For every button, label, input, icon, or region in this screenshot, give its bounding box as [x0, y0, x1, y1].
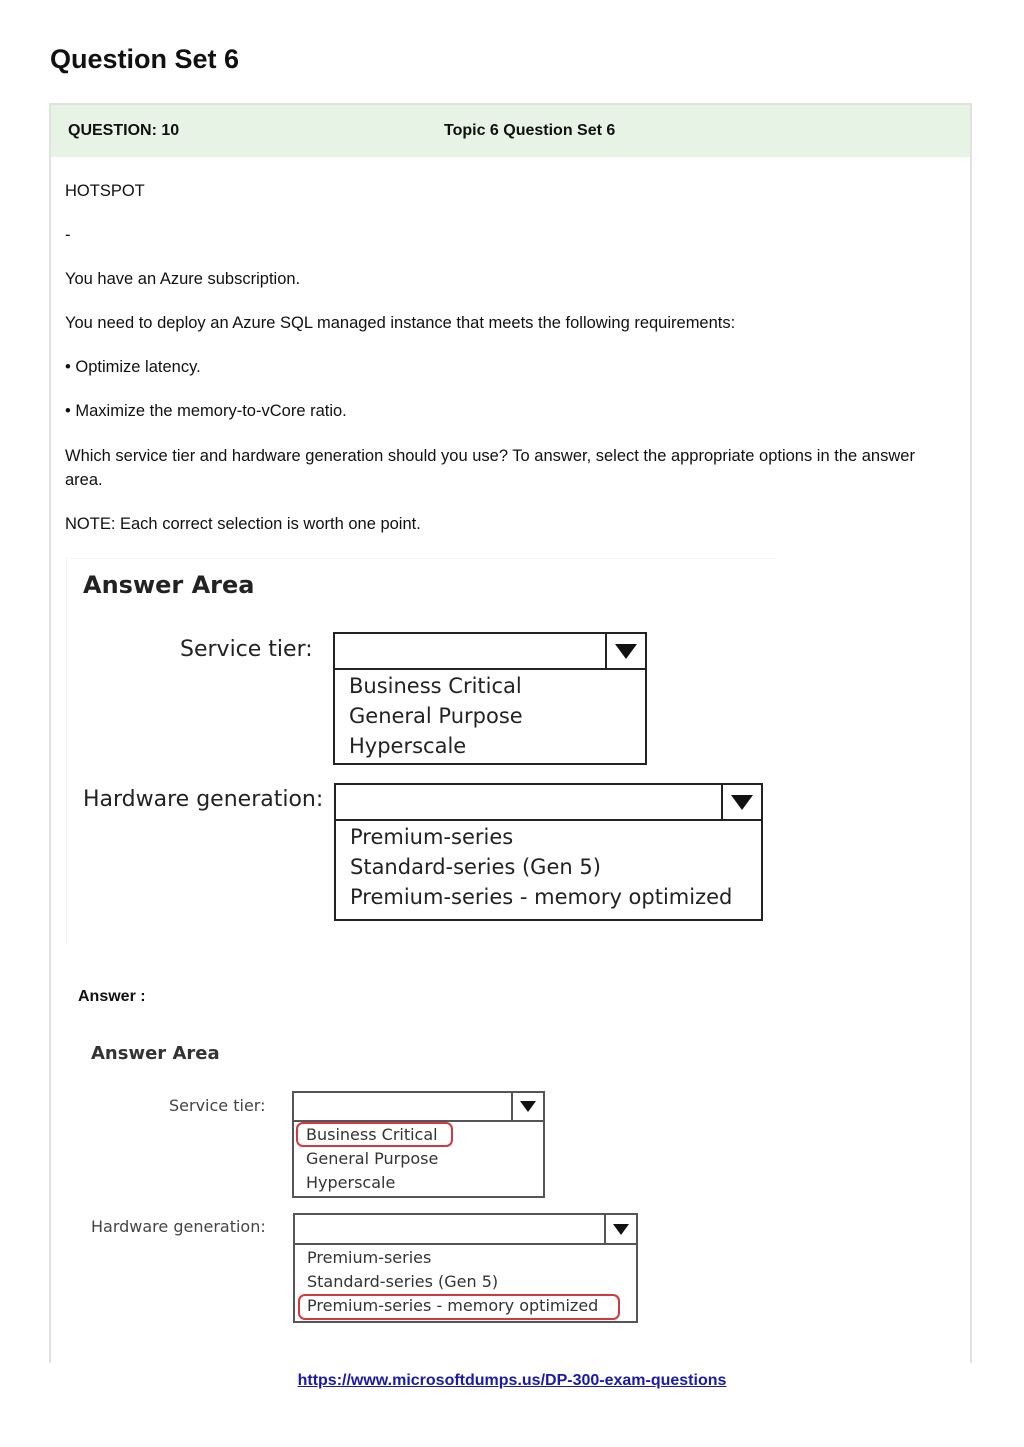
- question-text-line: You need to deploy an Azure SQL managed instance that meets the following requirements:: [65, 314, 736, 332]
- hardware-generation-label: Hardware generation:: [83, 787, 324, 812]
- question-text-line: Which service tier and hardware generation should you use? To answer, select the appropriate options in the answer area.: [65, 447, 915, 489]
- requirement-item: • Optimize latency.: [65, 358, 201, 376]
- service-tier-dropdown[interactable]: [333, 632, 647, 765]
- option-business-critical[interactable]: Business Critical: [349, 674, 522, 698]
- service-tier-label: Service tier:: [180, 637, 313, 662]
- note-text: NOTE: Each correct selection is worth one point.: [65, 515, 421, 533]
- answer-label: Answer :: [78, 988, 146, 1005]
- hardware-generation-dropdown[interactable]: [334, 783, 763, 921]
- topic-label: Topic 6 Question Set 6: [444, 122, 616, 139]
- dropdown-header[interactable]: [336, 785, 761, 821]
- chevron-down-icon[interactable]: [604, 1215, 636, 1243]
- selected-answer-highlight: [298, 1294, 620, 1320]
- page-title: Question Set 6: [50, 44, 240, 74]
- question-header: [51, 105, 970, 157]
- option-hyperscale[interactable]: Hyperscale: [306, 1173, 396, 1192]
- question-number: QUESTION: 10: [68, 122, 180, 139]
- dropdown-header[interactable]: [295, 1215, 636, 1245]
- option-hyperscale[interactable]: Hyperscale: [349, 734, 467, 758]
- selected-answer-highlight: [296, 1122, 453, 1147]
- requirement-item: • Maximize the memory-to-vCore ratio.: [65, 402, 347, 420]
- question-type: HOTSPOT: [65, 182, 145, 200]
- option-standard-series[interactable]: Standard-series (Gen 5): [350, 855, 601, 879]
- question-text-line: You have an Azure subscription.: [65, 270, 301, 288]
- answer-area-title: Answer Area: [83, 571, 255, 599]
- dropdown-header[interactable]: [335, 634, 645, 670]
- separator-dash: -: [65, 226, 71, 244]
- service-tier-label: Service tier:: [169, 1096, 266, 1115]
- hardware-generation-dropdown[interactable]: [293, 1213, 638, 1323]
- dropdown-header[interactable]: [294, 1093, 543, 1122]
- chevron-down-icon[interactable]: [721, 785, 761, 819]
- option-premium-memory-optimized[interactable]: Premium-series - memory optimized: [350, 885, 733, 909]
- service-tier-dropdown[interactable]: [292, 1091, 545, 1198]
- hardware-generation-label: Hardware generation:: [91, 1217, 266, 1236]
- option-premium-series[interactable]: Premium-series: [307, 1248, 432, 1267]
- answer-area-question: [66, 558, 776, 944]
- answer-area-solution: [80, 1036, 660, 1336]
- option-standard-series[interactable]: Standard-series (Gen 5): [307, 1272, 499, 1291]
- answer-area-title: Answer Area: [91, 1043, 220, 1064]
- option-premium-series[interactable]: Premium-series: [350, 825, 514, 849]
- footer-link[interactable]: https://www.microsoftdumps.us/DP-300-exam-questions: [297, 1372, 727, 1389]
- option-general-purpose[interactable]: General Purpose: [349, 704, 523, 728]
- option-premium-memory-optimized[interactable]: Premium-series - memory optimized: [307, 1296, 599, 1315]
- chevron-down-icon[interactable]: [605, 634, 645, 668]
- option-business-critical[interactable]: Business Critical: [306, 1125, 438, 1144]
- option-general-purpose[interactable]: General Purpose: [306, 1149, 439, 1168]
- chevron-down-icon[interactable]: [511, 1093, 543, 1120]
